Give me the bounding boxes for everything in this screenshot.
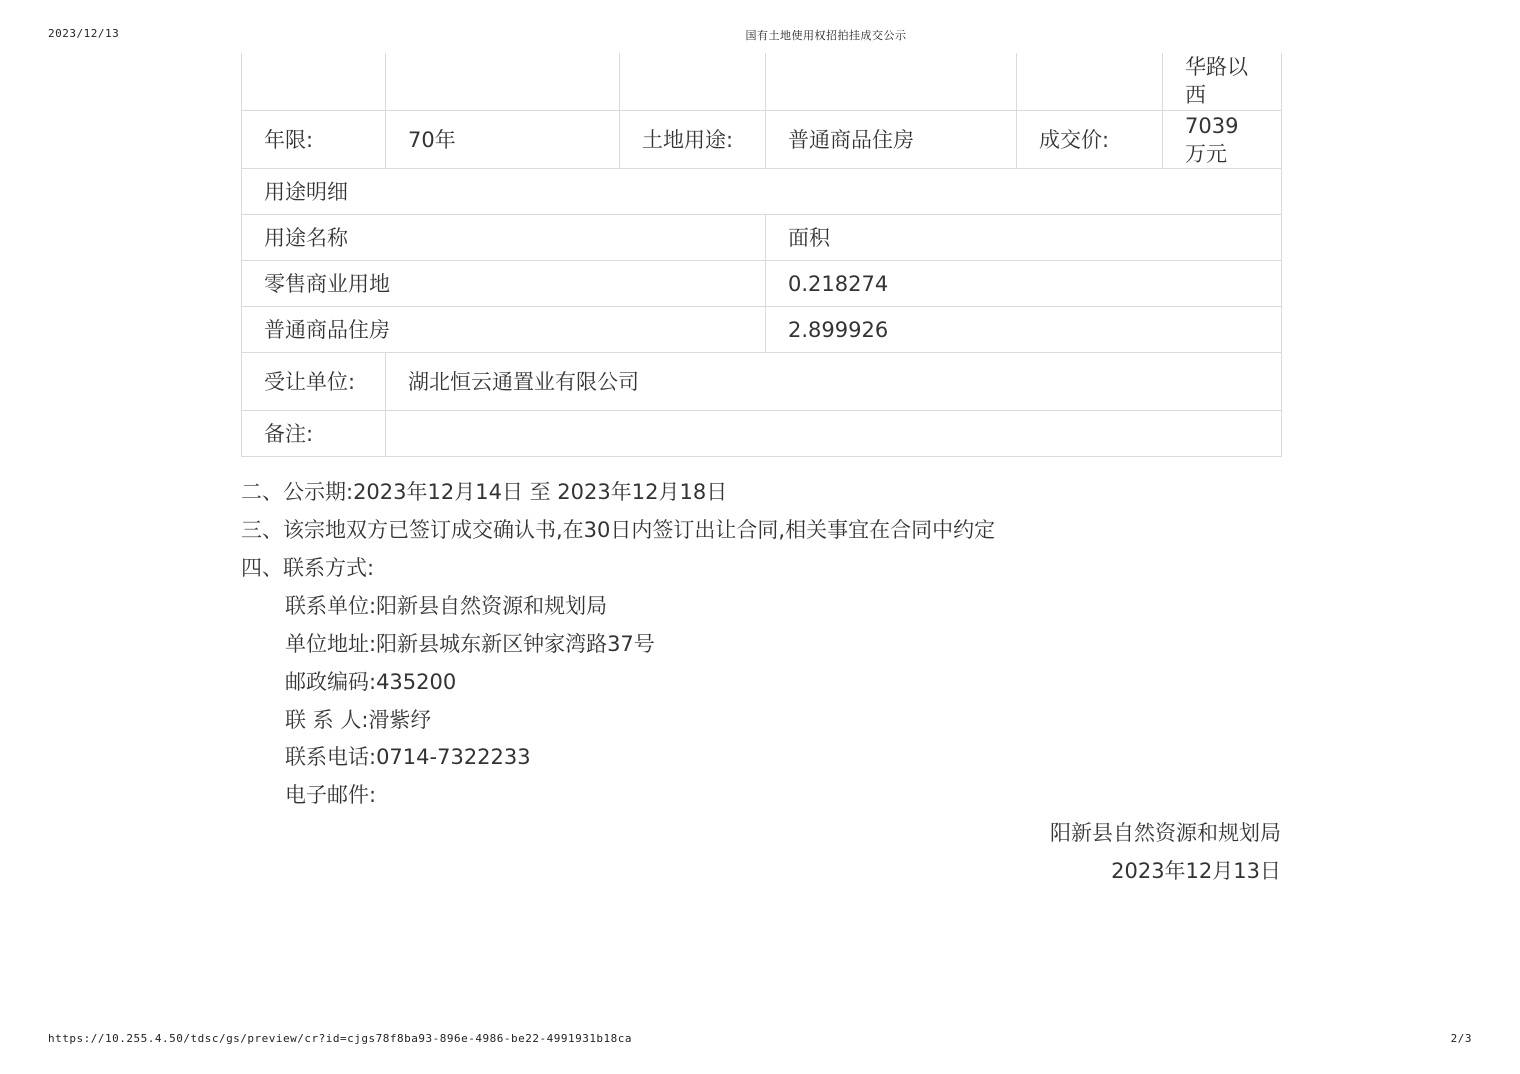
table-row: [242, 411, 1282, 457]
signature-date: 2023年12月13日: [1111, 859, 1281, 883]
table-row: [242, 169, 1282, 215]
use-area-cell: 0.218274: [766, 261, 1282, 307]
contact-phone: 联系电话:0714-7322233: [285, 745, 531, 769]
assignee-value: 湖北恒云通置业有限公司: [386, 353, 1282, 411]
table-row: [242, 53, 1282, 111]
contact-postcode: 邮政编码:435200: [285, 670, 457, 694]
table-row: [242, 215, 1282, 261]
print-date: 2023/12/13: [48, 27, 120, 40]
note-label: 备注:: [242, 411, 386, 457]
note-value: [386, 411, 1282, 457]
col-header-area: 面积: [766, 215, 1282, 261]
use-name-cell: 零售商业用地: [242, 261, 766, 307]
location-tail-cell: 华路以西: [1163, 53, 1282, 111]
year-label: 年限:: [242, 111, 386, 169]
detail-title: 用途明细: [242, 169, 1282, 215]
notice-contract: 三、该宗地双方已签订成交确认书,在30日内签订出让合同,相关事宜在合同中约定: [241, 518, 996, 542]
print-url[interactable]: https://10.255.4.50/tdsc/gs/preview/cr?id=cjgs78f8ba93-896e-4986-be22-4991931b18ca: [48, 1032, 633, 1045]
use-area-cell: 2.899926: [766, 307, 1282, 353]
use-value: 普通商品住房: [766, 111, 1017, 169]
assignee-label: 受让单位:: [242, 353, 386, 411]
contact-address: 单位地址:阳新县城东新区钟家湾路37号: [285, 632, 655, 656]
contact-email: 电子邮件:: [285, 783, 377, 807]
print-title: 国有土地使用权招拍挂成交公示: [745, 29, 907, 42]
table-row: [242, 111, 1282, 169]
contact-person: 联 系 人:滑紫纾: [285, 708, 432, 732]
table-row: [242, 307, 1282, 353]
col-header-name: 用途名称: [242, 215, 766, 261]
table-row: [242, 353, 1282, 411]
contact-unit: 联系单位:阳新县自然资源和规划局: [285, 594, 608, 618]
use-label: 土地用途:: [620, 111, 766, 169]
price-value: 7039万元: [1163, 111, 1282, 169]
notice-contact-heading: 四、联系方式:: [241, 556, 375, 580]
deal-table: [241, 53, 1282, 457]
year-value: 70年: [386, 111, 620, 169]
page-number: 2/3: [1450, 1032, 1472, 1045]
use-name-cell: 普通商品住房: [242, 307, 766, 353]
signature-org: 阳新县自然资源和规划局: [1050, 821, 1281, 845]
price-label: 成交价:: [1017, 111, 1163, 169]
notice-period: 二、公示期:2023年12月14日 至 2023年12月18日: [241, 480, 728, 504]
table-row: [242, 261, 1282, 307]
